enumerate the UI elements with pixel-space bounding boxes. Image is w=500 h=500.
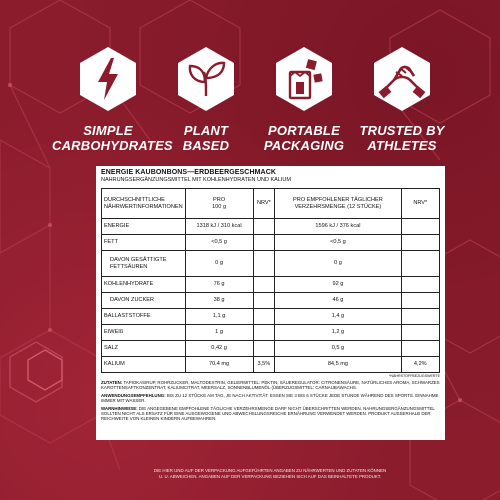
ingredients: ZUTATEN: TAPIOKASIRUP, ROHRZUCKER, MALTODEXTRIN, GELIERMITTEL: PEKTIN, SÄUEREGULATOR: CITRONENSÄURE, NATÜRLICHES AROMA, SCHWARZES KAROTTENSAFTKONZENTRAT, KALIUMCITRAT, MEERSALZ, SONNENBLUMENÖL (ÜBERZUGSMITTEL: CARNAUBAWACHS. bbox=[101, 380, 440, 391]
header-nutrient: DURCHSCHNITTLICHE NÄHRWERTINFORMATIONEN bbox=[102, 189, 186, 219]
label-text bbox=[101, 380, 440, 422]
badge-portable-packaging bbox=[248, 46, 360, 153]
leaf-icon bbox=[176, 46, 236, 112]
label-subtitle: NAHRUNGSERGÄNZUNGSMITTEL MIT KOHLENHYDRATEN UND KALIUM bbox=[101, 177, 291, 183]
table-row: ENERGIE 1318 kJ / 310 kcal 1596 kJ / 376 kcal bbox=[102, 219, 440, 235]
table-row: SALZ 0,42 g 0,5 g bbox=[102, 341, 440, 357]
table-header-row bbox=[102, 189, 440, 219]
table-row: EIWEIß 1 g 1,2 g bbox=[102, 325, 440, 341]
badge-label: PLANT BASED bbox=[182, 123, 230, 153]
footnote: *NÄHRSTOFFBEZUGSWERTE bbox=[389, 374, 440, 378]
table-row: KALIUM 70,4 mg 3,5% 84,5 mg 4,2% bbox=[102, 357, 440, 373]
badge-label: PORTABLE PACKAGING bbox=[263, 123, 345, 153]
header-nrv: NRV* bbox=[253, 189, 275, 219]
table-row: BALLASTSTOFFE 1,1 g 1,4 g bbox=[102, 309, 440, 325]
header-per-dose: PRO EMPFOHLENER TÄGLICHER VERZEHRSMENGE (12 STÜCKE) bbox=[275, 189, 401, 219]
usage: ANWENDUNGSEMPFEHLUNG: BIS ZU 12 STÜCKE AM TAG, JE NACH AKTIVITÄT. ESSEN SIE 3 BIS 6 STÜCKE JEDE STUNDE WÄHREND DES SPORTS. EINNAHME IMMER MIT WASSER. bbox=[101, 392, 439, 404]
badge-simple-carbohydrates bbox=[52, 46, 173, 153]
badge-trusted-by-athletes bbox=[346, 46, 458, 153]
disclaimer: DIE HIER UND AUF DER VERPACKUNG AUFGEFÜHRTEN ANGABEN ZU NÄHRWERTEN UND ZUTATEN KÖNNEN U. U. ABWEICHEN. ANGABEN AUF DER VERPACKUNG BEZIEHEN SICH AUF DAS BEINHALTETE PRODUKT. bbox=[153, 468, 387, 479]
header-per-100g: PRO 100 g bbox=[185, 189, 253, 219]
badge-label: SIMPLE CARBOHYDRATES bbox=[52, 123, 173, 153]
badge-label: TRUSTED BY ATHLETES bbox=[359, 123, 445, 153]
label-title: ENERGIE KAUBONBONS—ERDBEERGESCHMACK bbox=[101, 169, 277, 176]
table-row: FETT <0,5 g <0,5 g bbox=[102, 235, 440, 251]
package-icon bbox=[274, 46, 334, 112]
table-row: DAVON ZUCKER 38 g 46 g bbox=[102, 293, 440, 309]
lightning-icon bbox=[78, 46, 138, 112]
table-row: KOHLENHYDRATE 76 g 92 g bbox=[102, 277, 440, 293]
header-nrv: NRV* bbox=[401, 189, 439, 219]
warning: WARNHINWEISE: DIE ANGEGEBENE EMPFOHLENE TÄGLICHE VERZEHRSMENGE DARF NICHT ÜBERSCHRITTEN WERDEN. NAHRUNGSERGÄNZUNGSMITTEL SOLLTEN NICHT ALS ERSATZ FÜR EINE AUSGEWOGENE UND ABWECHSLUNGSREICHE ERNÄHRUNG VERWENDET WERDEN. PRODUKT AUSSERHALB DER REICHWEITE VON KLEINEN KINDERN AUFBEWAHREN. bbox=[101, 405, 435, 422]
table-row: DAVON GESÄTTIGTE FETTSÄUREN 0 g 0 g bbox=[102, 251, 440, 277]
handshake-icon bbox=[372, 46, 432, 112]
nutrition-label bbox=[96, 166, 445, 440]
nutrition-table bbox=[101, 188, 440, 373]
badge-plant-based bbox=[150, 46, 262, 153]
